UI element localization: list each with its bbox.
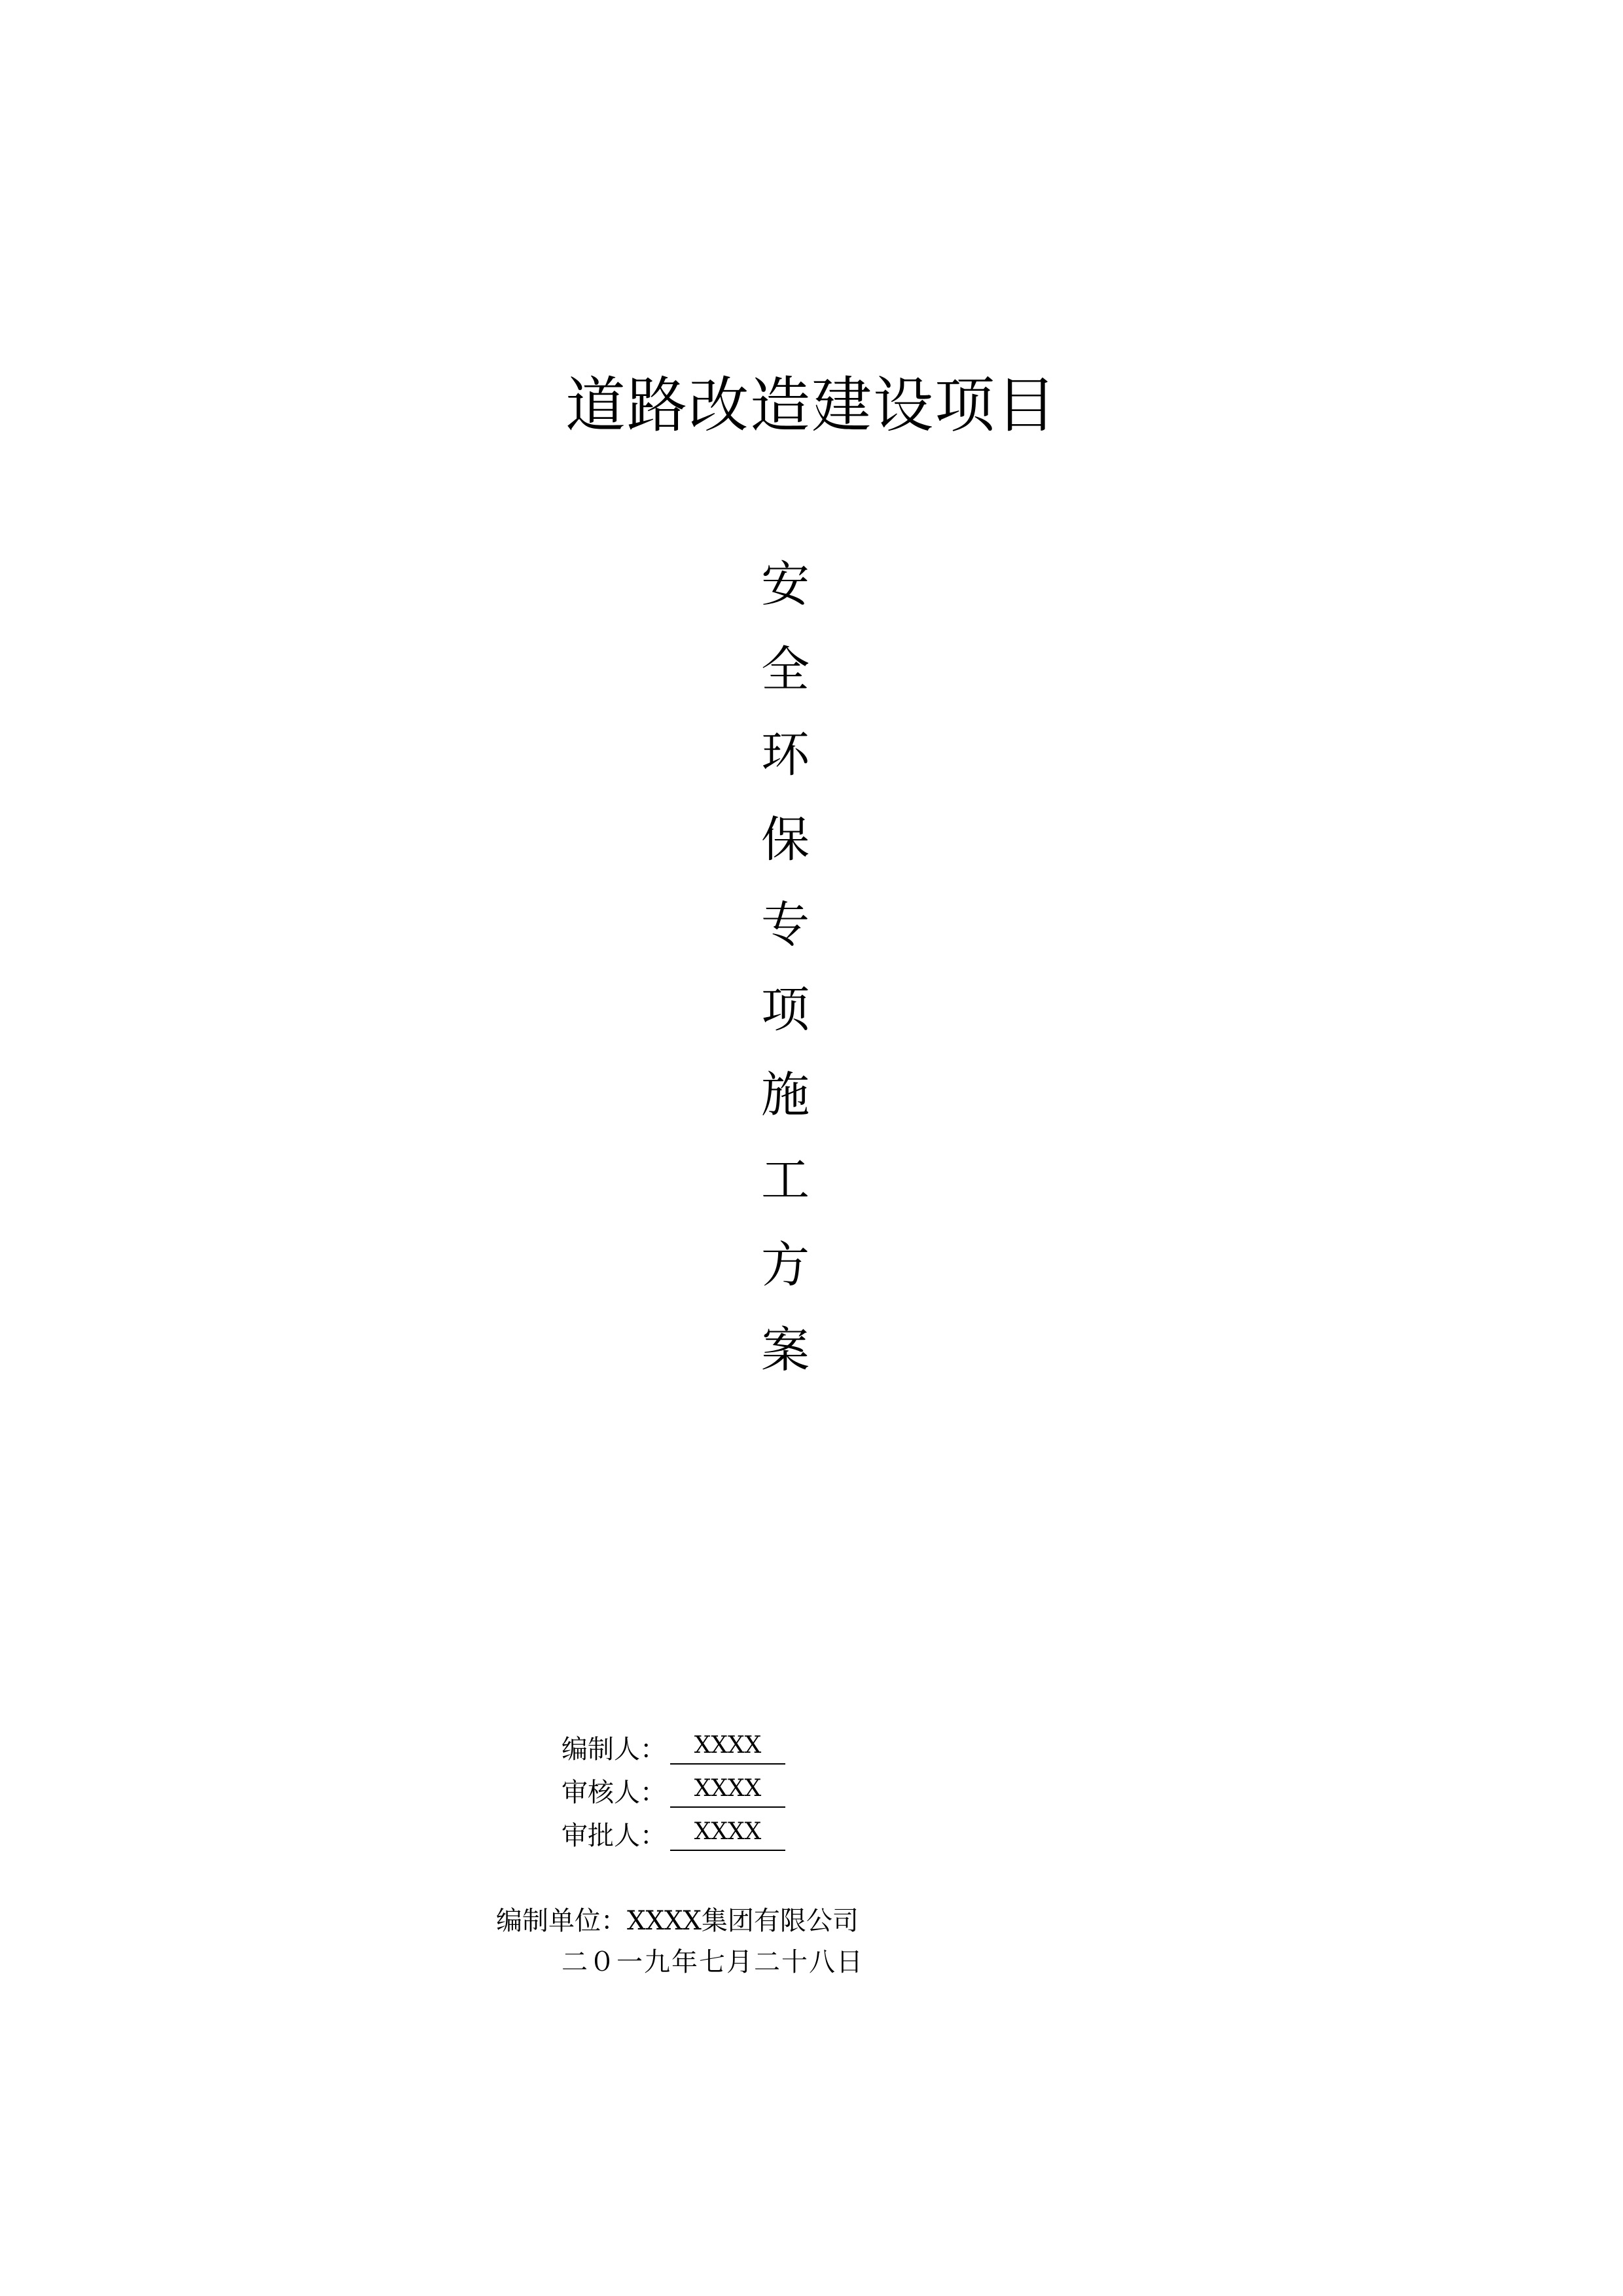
plan-title-char: 专 xyxy=(761,897,810,953)
plan-title-char: 保 xyxy=(761,812,810,868)
reviewer-label: 审核人： xyxy=(562,1778,666,1808)
compiler-value: XXXX xyxy=(670,1728,785,1765)
document-date: 二０一九年七月二十八日 xyxy=(562,1947,864,1977)
compiling-organization: 编制单位：XXXX集团有限公司 xyxy=(496,1906,859,1936)
plan-title-char: 施 xyxy=(761,1067,810,1123)
plan-title-char: 方 xyxy=(761,1237,810,1293)
reviewer-value: XXXX xyxy=(670,1771,785,1808)
signoff-row-compiler xyxy=(562,1728,785,1771)
plan-title-char: 全 xyxy=(761,641,810,698)
plan-title-char: 安 xyxy=(761,556,810,613)
approver-value: XXXX xyxy=(670,1814,785,1851)
plan-title-char: 案 xyxy=(761,1322,810,1378)
approver-label: 审批人： xyxy=(562,1821,666,1851)
plan-title-char: 环 xyxy=(761,726,810,783)
signoff-block xyxy=(562,1728,785,1857)
plan-title-char: 工 xyxy=(761,1152,810,1208)
compiler-label: 编制人： xyxy=(562,1734,666,1765)
plan-title-vertical xyxy=(753,550,818,1401)
signoff-row-approver xyxy=(562,1814,785,1857)
plan-title-char: 项 xyxy=(761,982,810,1038)
project-title: 道路改造建设项目 xyxy=(565,370,1058,440)
signoff-row-reviewer xyxy=(562,1771,785,1814)
